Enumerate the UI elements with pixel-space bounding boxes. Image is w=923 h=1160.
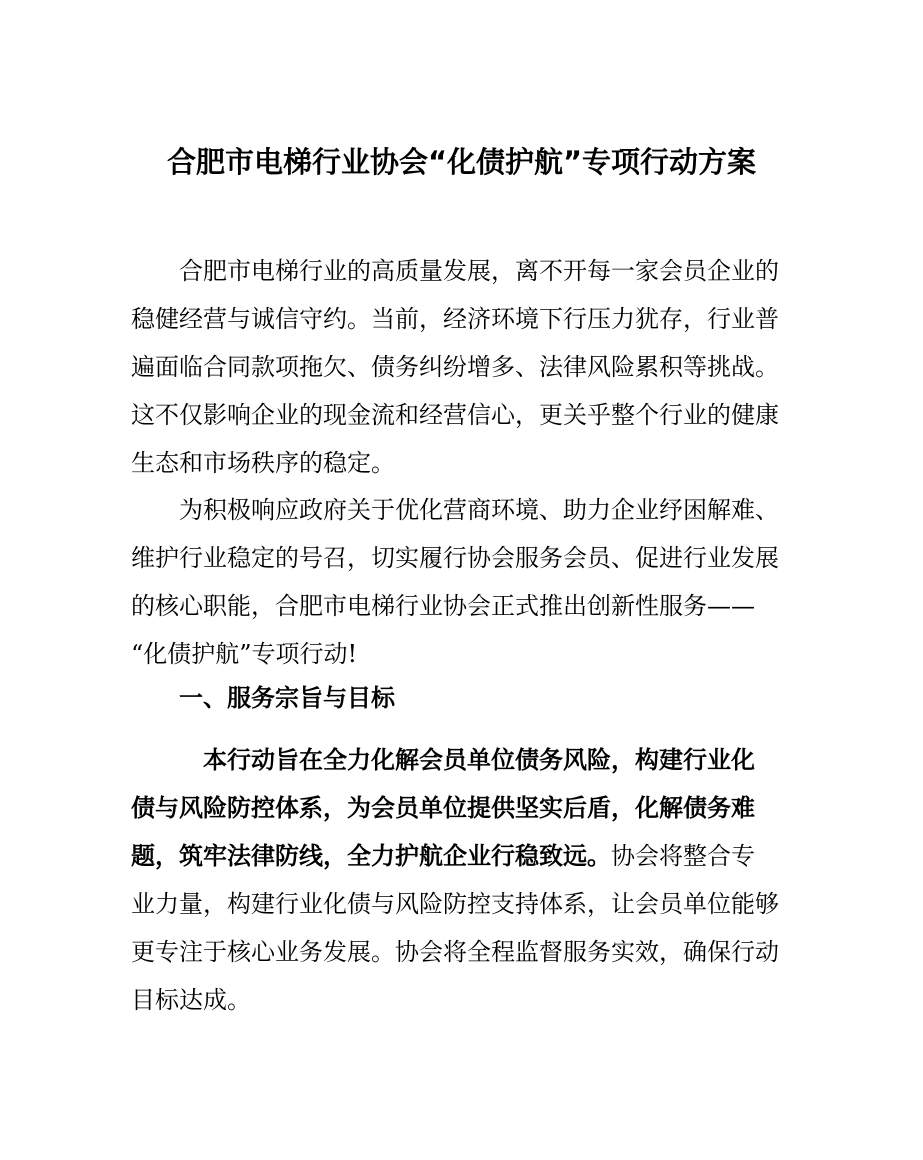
paragraph-line: 稳健经营与诚信守约。当前，经济环境下行压力犹存，行业普 <box>131 305 779 333</box>
paragraph-intro <box>131 247 793 487</box>
section-heading: 一、服务宗旨与目标 <box>179 684 395 712</box>
paragraph-line: 这不仅影响企业的现金流和经营信心，更关乎整个行业的健康 <box>131 401 779 429</box>
paragraph-line-mixed <box>131 832 793 880</box>
paragraph-initiative <box>131 486 793 678</box>
paragraph-line: “化债护航”专项行动! <box>131 640 358 668</box>
paragraph-line: 生态和市场秩序的稳定。 <box>131 449 395 477</box>
document-title: 合肥市电梯行业协会“化债护航”专项行动方案 <box>166 145 757 179</box>
paragraph-line-bold: 债与风险防控体系，为会员单位提供坚实后盾，化解债务难 <box>131 794 755 822</box>
paragraph-line: 业力量，构建行业化债与风险防控支持体系，让会员单位能够 <box>131 890 779 918</box>
regular-text: 协会将整合专 <box>611 842 755 870</box>
paragraph-line: 更专注于核心业务发展。协会将全程监督服务实效，确保行动 <box>131 938 779 966</box>
paragraph-line: 的核心职能，合肥市电梯行业协会正式推出创新性服务—— <box>131 592 755 620</box>
bold-text: 题，筑牢法律防线，全力护航企业行稳致远。 <box>131 842 611 870</box>
paragraph-line: 遍面临合同款项拖欠、债务纠纷增多、法律风险累积等挑战。 <box>131 353 779 381</box>
paragraph-line-bold: 本行动旨在全力化解会员单位债务风险，构建行业化 <box>203 746 755 774</box>
paragraph-line: 合肥市电梯行业的高质量发展，离不开每一家会员企业的 <box>179 257 779 285</box>
paragraph-line: 为积极响应政府关于优化营商环境、助力企业纾困解难、 <box>179 496 779 524</box>
paragraph-purpose <box>131 736 793 1024</box>
paragraph-line: 维护行业稳定的号召，切实履行协会服务会员、促进行业发展 <box>131 544 779 572</box>
paragraph-line: 目标达成。 <box>131 986 251 1014</box>
